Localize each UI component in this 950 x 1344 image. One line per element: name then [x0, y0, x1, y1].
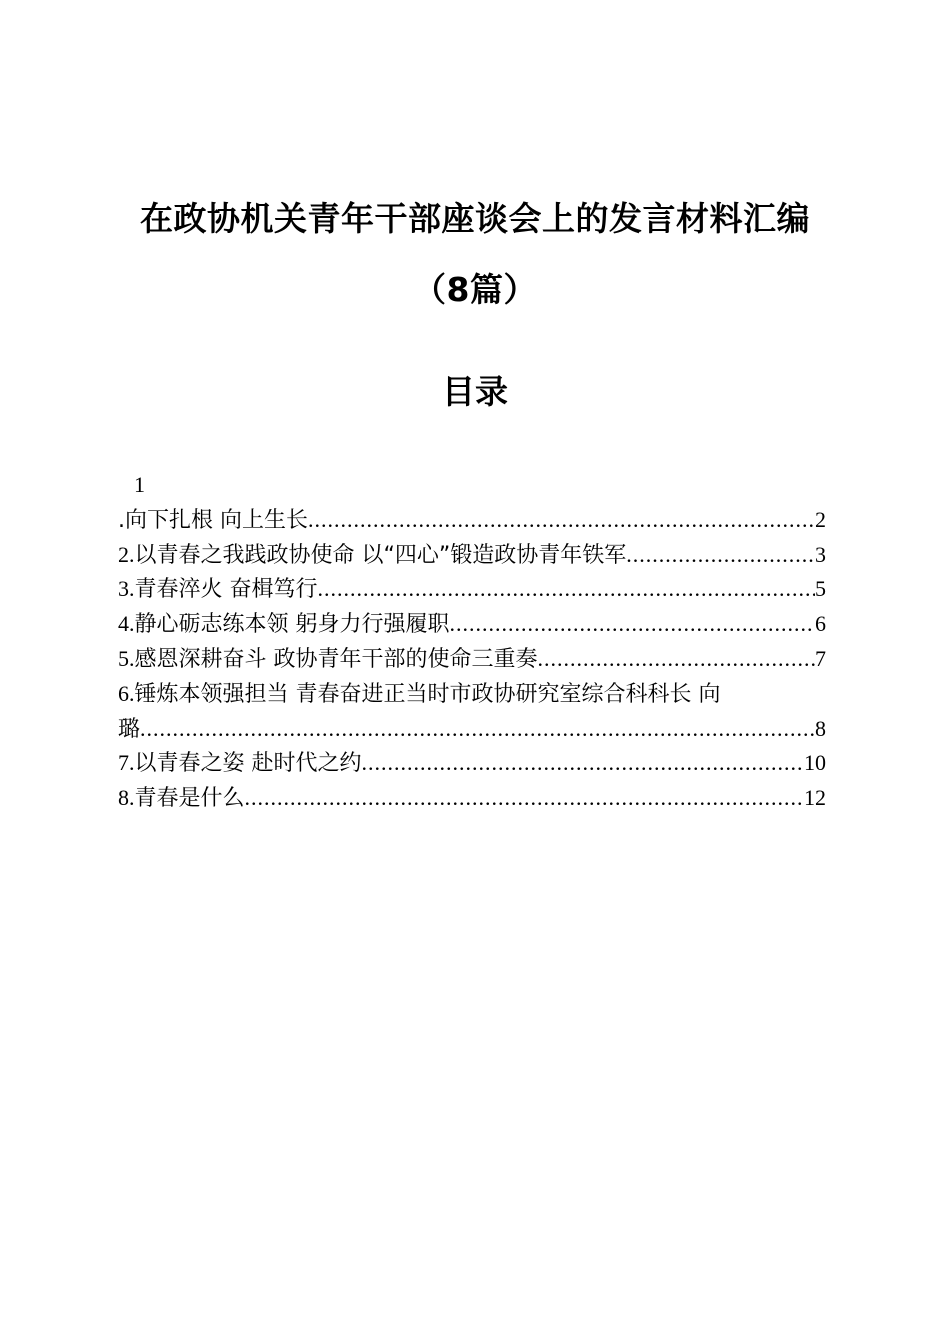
toc-entry-8[interactable] — [118, 781, 826, 816]
toc-entry-number: 3. — [118, 576, 135, 602]
toc-lone-number: 1 — [134, 472, 145, 497]
toc-entry-title: 青春是什么 — [134, 786, 245, 812]
toc-entry-title: 静心砺志练本领 躬身力行强履职 — [134, 612, 450, 638]
toc-entry-6-line-2[interactable] — [118, 712, 826, 747]
toc-leader-dots — [318, 572, 816, 607]
toc-leader-dots — [308, 503, 815, 538]
toc-entry-number: 6. — [118, 680, 135, 706]
document-subtitle: （8篇） — [413, 270, 537, 309]
toc-entry-number: 4. — [118, 611, 135, 637]
toc-entry-title: 以青春之姿 赴时代之约 — [134, 751, 362, 777]
toc-heading: 目录 — [442, 372, 508, 411]
toc-entry-1[interactable] — [118, 503, 826, 538]
toc-entry-5[interactable] — [118, 642, 826, 677]
toc-entry-page: 3 — [815, 541, 826, 567]
table-of-contents — [118, 468, 826, 816]
toc-entry-title: 以青春之我践政协使命 以“四心”锻造政协青年铁军 — [134, 542, 627, 568]
toc-leader-dots — [362, 746, 805, 781]
toc-leader-dots — [450, 607, 816, 642]
toc-entry-2[interactable] — [118, 538, 826, 573]
toc-entry-title: 锤炼本领强担当 青春奋进正当时市政协研究室综合科科长 向 — [134, 681, 721, 707]
toc-entry-6-line-1[interactable] — [118, 677, 826, 712]
toc-entry-title: 感恩深耕奋斗 政协青年干部的使命三重奏 — [134, 646, 538, 672]
toc-entry-number: 7. — [118, 750, 135, 776]
toc-leader-dots — [626, 538, 815, 573]
toc-entry-page: 7 — [815, 645, 826, 671]
toc-entry-4[interactable] — [118, 607, 826, 642]
document-title: 在政协机关青年干部座谈会上的发言材料汇编 — [140, 199, 810, 238]
toc-entry-page: 12 — [804, 785, 826, 811]
toc-entry-page: 2 — [815, 506, 826, 532]
toc-leader-dots — [538, 642, 816, 677]
toc-entry-title: 青春淬火 奋楫笃行 — [134, 577, 318, 603]
toc-entry-number: 5. — [118, 645, 135, 671]
toc-entry-page: 10 — [804, 750, 826, 776]
toc-leader-dots — [245, 781, 804, 816]
toc-entry-page: 5 — [815, 576, 826, 602]
toc-entry-number: 8. — [118, 785, 135, 811]
toc-entry-title: 璐 — [118, 716, 141, 742]
toc-entry-7[interactable] — [118, 746, 826, 781]
toc-entry-page: 8 — [815, 715, 826, 741]
toc-entry-page: 6 — [815, 611, 826, 637]
toc-entry-number: 2. — [118, 541, 135, 567]
toc-entry-3[interactable] — [118, 572, 826, 607]
toc-entry-title: .向下扎根 向上生长 — [118, 507, 308, 533]
toc-leader-dots — [140, 712, 815, 747]
